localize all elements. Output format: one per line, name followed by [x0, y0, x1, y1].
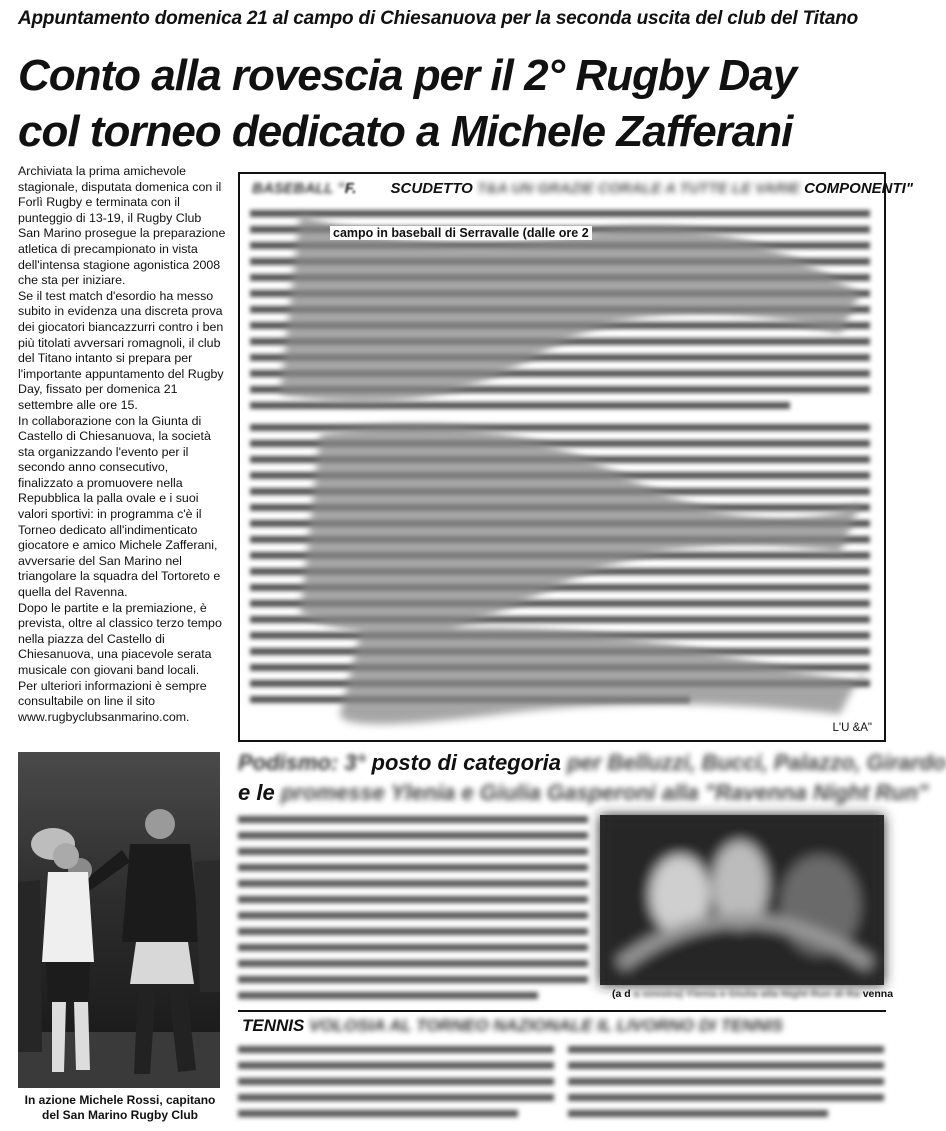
kicker-headline: Appuntamento domenica 21 al campo di Chiesanuova per la seconda uscita del club del Titano: [18, 8, 859, 29]
photo-caption-line-1: In azione Michele Rossi, capitano: [24, 1093, 216, 1107]
boxed-article-signature: L'U &A": [832, 722, 872, 734]
headline-line-1: Conto alla rovescia per il 2° Rugby Day: [18, 51, 797, 100]
tennis-visible: TENNIS: [242, 1016, 305, 1035]
podismo-headline-line-2: e le promesse Ylenia e Giulia Gasperoni alla "Ravenna Night Run": [238, 780, 929, 805]
headline-line-2: col torneo dedicato a Michele Zafferani: [18, 107, 793, 156]
podismo-photo-caption: (a d a sinistra) Ylenia e Giulia alla Night Run di Ra venna: [612, 988, 894, 1000]
podismo-photo-drawing: [600, 815, 884, 985]
photo-caption: [10, 1093, 230, 1123]
rugby-action-photo: [18, 752, 220, 1088]
podismo-caption-end: venna: [862, 988, 894, 1000]
boxed-article-blurred: [238, 172, 913, 742]
tennis-headline-box: [238, 1010, 886, 1042]
tennis-body-blurred: [238, 1042, 886, 1120]
article-paragraph: Per ulteriori informazioni è sempre consultabile on line il sito www.rugbyclubsanmarino.com.: [18, 678, 207, 724]
boxed-title-end: COMPONENTI": [804, 180, 913, 197]
article-paragraph: Se il test match d'esordio ha messo subito in evidenza una discreta prova dei giocatori biancazzurri contro i ben più titolati avversari romagnoli, il club del Titano intanto si prepara per l'importante appuntamento del Rugby Day, fissato per domenica 21 settembre alle ore 15.: [18, 288, 224, 412]
boxed-title-fragment: SCUDETTO: [390, 180, 473, 197]
podismo-caption-start: (a d: [612, 988, 631, 1000]
podismo-visible-2: e le: [238, 780, 275, 805]
article-body: [18, 164, 226, 725]
blurred-text-lines: [240, 174, 913, 740]
main-headline: [18, 48, 888, 160]
photo-caption-line-2: del San Marino Rugby Club: [41, 1108, 198, 1122]
rugby-photo-drawing: [18, 752, 220, 1088]
boxed-line-fragment: campo in baseball di Serravalle (dalle ore 2: [330, 226, 592, 240]
podismo-blurred-lines: [238, 812, 594, 1002]
tennis-headline: TENNIS VOLOSIA AL TORNEO NAZIONALE IL LIVORNO DI TENNIS: [242, 1016, 783, 1035]
article-paragraph: Dopo le partite e la premiazione, è prevista, oltre al classico terzo tempo nella piazza del Castello di Chiesanuova, una piacevole serata musicale con giovani band locali.: [18, 600, 222, 677]
podismo-body-blurred: [238, 812, 594, 1002]
podismo-visible-1: posto di categoria: [371, 750, 561, 775]
article-paragraph: In collaborazione con la Giunta di Castello di Chiesanuova, la società sta organizzando l'evento per il secondo anno consecutivo, finalizzato a promuovere nella Repubblica la palla ovale e i suoi valori sportivi: in programma c'è il Torneo dedicato all'indimenticato giocatore e amico Michele Zafferani, avversarie del San Marino nel triangolare la squadra del Tortoreto e quella del Ravenna.: [18, 413, 221, 600]
tennis-blurred-lines: [238, 1042, 886, 1120]
podismo-photo-blurred: [600, 815, 884, 985]
podismo-headline-line-1: Podismo: 3° posto di categoria per Belluzzi, Bucci, Palazzo, Girardo: [238, 750, 946, 775]
boxed-article-title: BASEBALL "F. SCUDETTO T&A UN GRAZIE CORALE A TUTTE LE VARIE COMPONENTI": [252, 180, 913, 197]
article-paragraph: Archiviata la prima amichevole stagionale, disputata domenica con il Forlì Rugby e terminata con il punteggio di 13-19, il Rugby Club San Marino prosegue la preparazione atletica di precampionato in vista dell'intensa stagione agonistica 2008 che sta per iniziare.: [18, 164, 226, 288]
